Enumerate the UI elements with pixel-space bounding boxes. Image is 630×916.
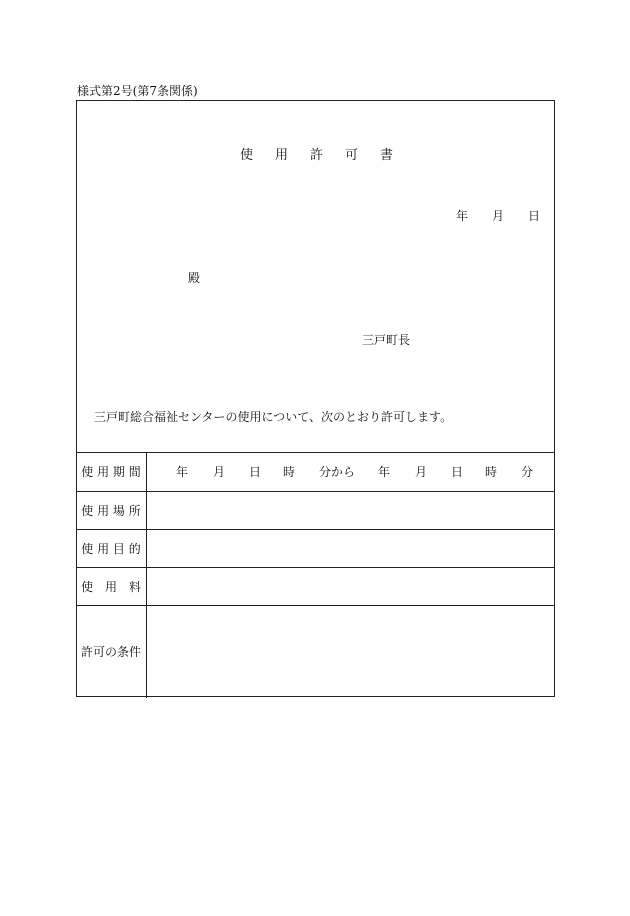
start-minute-label: 分から	[319, 465, 356, 479]
date-day-label: 日	[528, 209, 541, 223]
date-month-label: 月	[492, 209, 505, 223]
issue-date	[456, 209, 564, 223]
row-label-usage-fee: 使 用 料	[76, 568, 147, 606]
start-day-label: 日	[249, 465, 262, 479]
usage-purpose-field	[147, 530, 556, 568]
end-day-label: 日	[451, 465, 464, 479]
row-label-usage-period: 使 用 期 間	[76, 453, 147, 492]
table-row-usage-purpose	[76, 530, 555, 568]
title-char: 使	[240, 148, 254, 163]
start-month-label: 月	[213, 465, 226, 479]
document-title	[240, 148, 415, 164]
table-row-usage-period	[76, 453, 555, 492]
end-year-label: 年	[378, 465, 391, 479]
row-label-usage-location: 使 用 場 所	[76, 492, 147, 530]
table-row-permit-conditions	[76, 606, 555, 699]
row-label-permit-conditions: 許可の条件	[76, 606, 147, 699]
end-minute-label: 分	[521, 465, 534, 479]
usage-fee-field	[147, 568, 556, 606]
date-year-label: 年	[456, 209, 469, 223]
start-hour-label: 時	[283, 465, 296, 479]
end-month-label: 月	[415, 465, 428, 479]
permit-statement: 三戸町総合福祉センターの使用について、次のとおり許可します。	[94, 410, 453, 424]
title-char: 書	[380, 148, 394, 163]
table-row-usage-fee	[76, 568, 555, 606]
addressee-suffix: 殿	[188, 271, 201, 285]
row-label-usage-purpose: 使 用 目 的	[76, 530, 147, 568]
usage-period-field	[147, 453, 556, 492]
title-char: 用	[275, 148, 289, 163]
permit-conditions-field	[147, 606, 556, 699]
usage-location-field	[147, 492, 556, 530]
form-number-label: 様式第2号(第7条関係)	[77, 84, 198, 98]
issuer-title: 三戸町長	[362, 333, 411, 347]
permit-details-table	[76, 452, 555, 698]
title-char: 可	[345, 148, 359, 163]
start-year-label: 年	[176, 465, 189, 479]
end-hour-label: 時	[485, 465, 498, 479]
title-char: 許	[310, 148, 324, 163]
table-row-usage-location	[76, 492, 555, 530]
